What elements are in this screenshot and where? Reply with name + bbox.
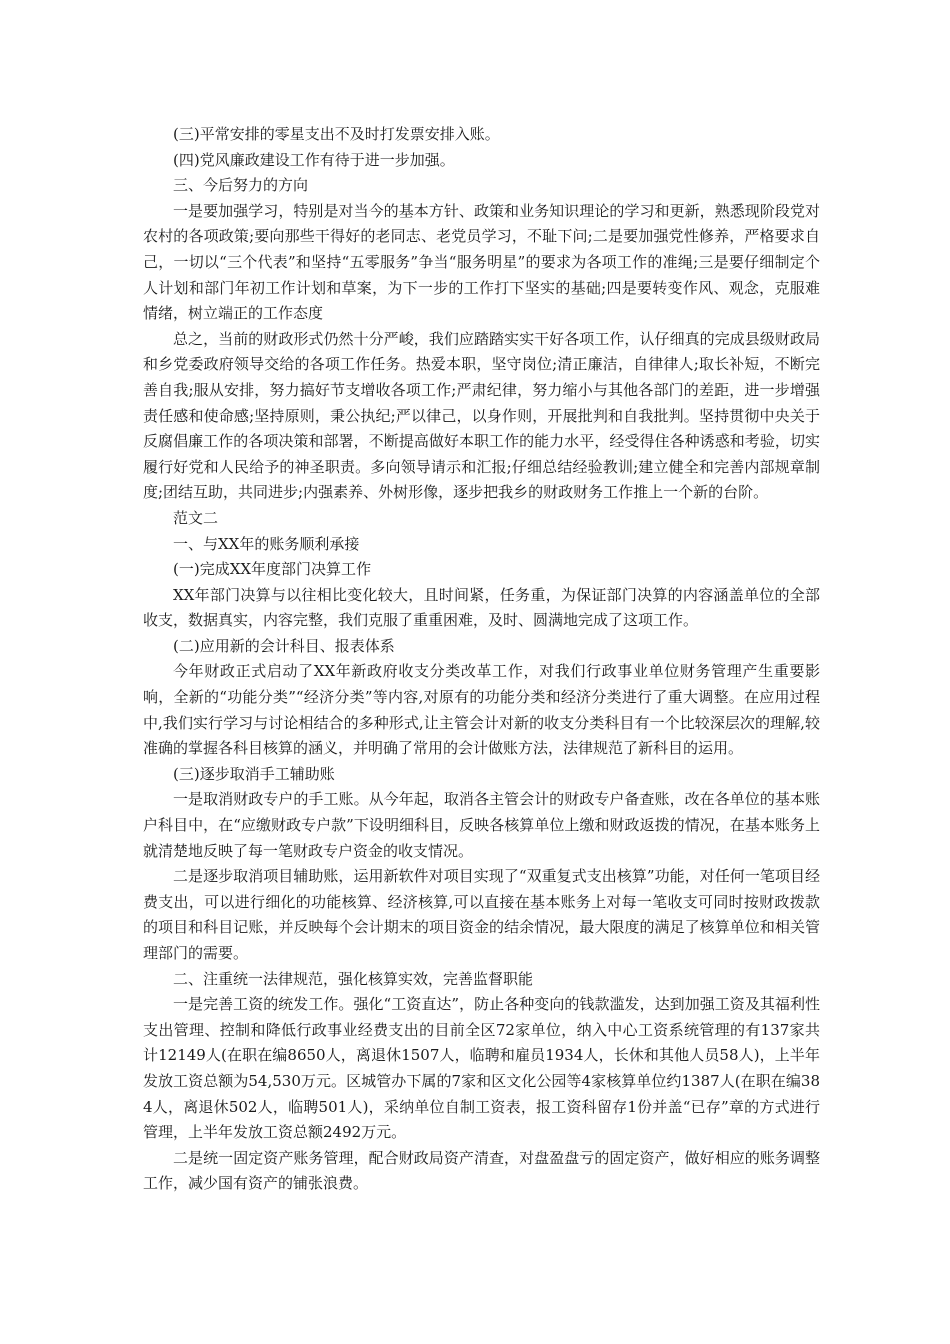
- subsection-heading: (二)应用新的会计科目、报表体系: [173, 636, 395, 655]
- paragraph: (四)党风廉政建设工作有待于进一步加强。: [173, 150, 455, 169]
- section-heading: 三、今后努力的方向: [173, 176, 309, 195]
- paragraph: 二是逐步取消项目辅助账，运用新软件对项目实现了“双重复式支出核算”功能，对任何一笔项目经费支出，可以进行细化的功能核算、经济核算,可以直接在基本账务上对每一笔收支可同时按财政拨款的项目和科目记账，并反映每个会计期末的项目资金的结余情况，最大限度的满足了核算单位和相关管理部门的需要。: [143, 867, 820, 962]
- paragraph: 今年财政正式启动了XX年新政府收支分类改革工作，对我们行政事业单位财务管理产生重要影响，全新的“功能分类”“经济分类”等内容,对原有的功能分类和经济分类进行了重大调整。在应用过程中,我们实行学习与讨论相结合的多种形式,让主管会计对新的收支分类科目有一个比较深层次的理解,较准确的掌握各科目核算的涵义，并明确了常用的会计做账方法，法律规范了新科目的运用。: [143, 662, 820, 758]
- section-heading: 二、注重统一法律规范，强化核算实效，完善监督职能: [173, 969, 534, 988]
- paragraph: 总之，当前的财政形式仍然十分严峻，我们应踏踏实实干好各项工作，认仔细真的完成县级财政局和乡党委政府领导交给的各项工作任务。热爱本职，坚守岗位;清正廉洁，自律律人;取长补短，不断完善自我;服从安排，努力搞好节支增收各项工作;严肃纪律，努力缩小与其他各部门的差距，进一步增强责任感和使命感;坚持原则，秉公执纪;严以律己，以身作则，开展批判和自我批判。坚持贯彻中央关于反腐倡廉工作的各项决策和部署，不断提高做好本职工作的能力水平，经受得住各种诱惑和考验，切实履行好党和人民给予的神圣职责。多向领导请示和汇报;仔细总结经验教训;建立健全和完善内部规章制度;团结互助，共同进步;内强素养、外树形像，逐步把我乡的财政财务工作推上一个新的台阶。: [143, 329, 820, 502]
- paragraph: 一是取消财政专户的手工账。从今年起，取消各主管会计的财政专户备查账，改在各单位的基本账户科目中，在“应缴财政专户款”下设明细科目，反映各核算单位上缴和财政返拨的情况，在基本账务上就清楚地反映了每一笔财政专户资金的收支情况。: [143, 790, 820, 860]
- paragraph: (三)平常安排的零星支出不及时打发票安排入账。: [173, 125, 500, 143]
- paragraph: 一是完善工资的统发工作。强化“工资直达”，防止各种变向的钱款滥发，达到加强工资及其福利性支出管理、控制和降低行政事业经费支出的目前全区72家单位，纳入中心工资系统管理的有137家共计12149人(在职在编8650人，离退休1507人，临聘和雇员1934人，长休和其他人员58人)，上半年发放工资总额为54,530万元。区城管办下属的7家和区文化公园等4家核算单位约1387人(在职在编384人，离退休502人，临聘501人)，采纳单位自制工资表，报工资科留存1份并盖“已存”章的方式进行管理，上半年发放工资总额2492万元。: [143, 995, 820, 1142]
- document-body: [143, 122, 820, 1197]
- subsection-heading: (一)完成XX年度部门决算工作: [173, 560, 372, 579]
- section-heading: 范文二: [173, 508, 219, 527]
- subsection-heading: (三)逐步取消手工辅助账: [173, 764, 335, 783]
- paragraph: 二是统一固定资产账务管理，配合财政局资产清查，对盘盈盘亏的固定资产，做好相应的账务调整工作，减少国有资产的铺张浪费。: [143, 1148, 820, 1193]
- paragraph: 一是要加强学习，特别是对当今的基本方针、政策和业务知识理论的学习和更新，熟悉现阶段党对农村的各项政策;要向那些干得好的老同志、老党员学习，不耻下问;二是要加强党性修养，严格要求自己，一切以“三个代表”和坚持“五零服务”争当“服务明星”的要求为各项工作的准绳;三是要仔细制定个人计划和部门年初工作计划和草案，为下一步的工作打下坚实的基础;四是要转变作风、观念，克服难情绪，树立端正的工作态度: [143, 201, 820, 323]
- section-heading: 一、与XX年的账务顺利承接: [173, 534, 360, 553]
- paragraph: XX年部门决算与以往相比变化较大，且时间紧，任务重，为保证部门决算的内容涵盖单位的全部收支，数据真实，内容完整，我们克服了重重困难，及时、圆满地完成了这项工作。: [143, 585, 820, 630]
